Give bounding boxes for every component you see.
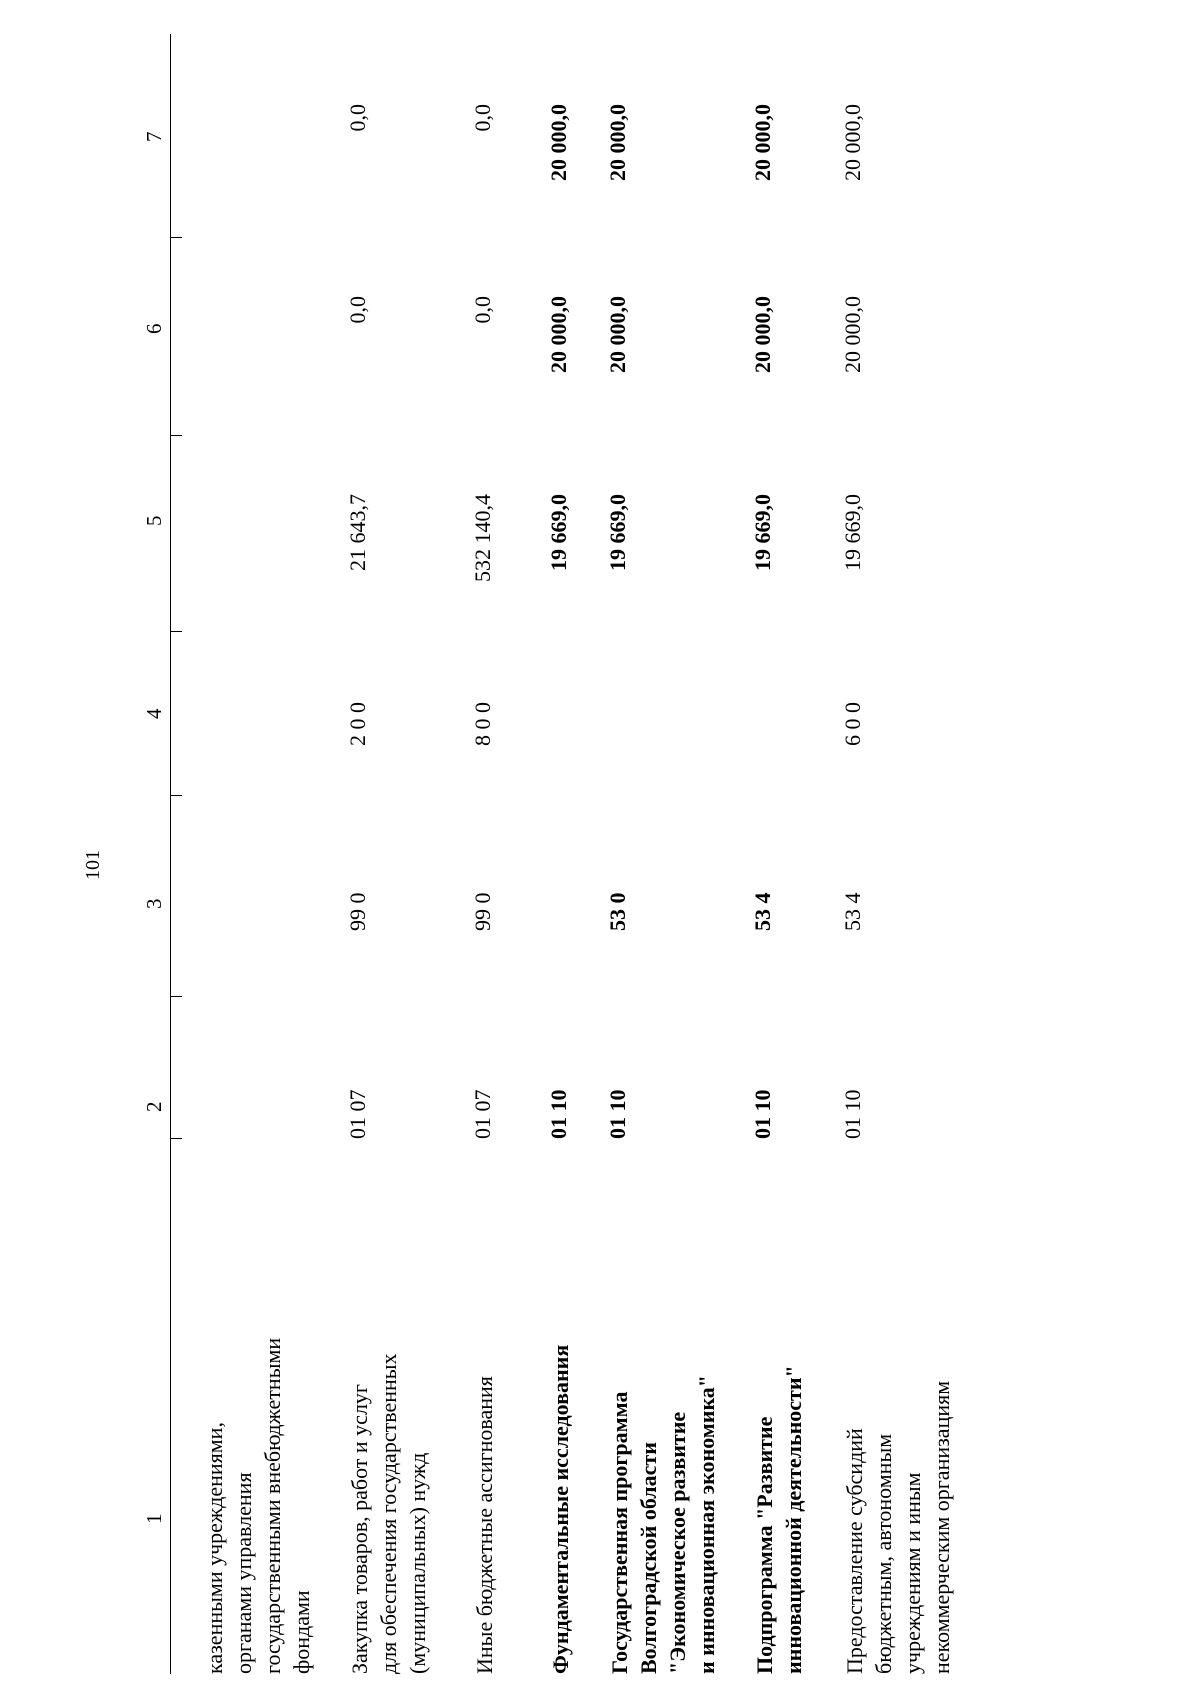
column-divider (170, 795, 182, 796)
row-name-line: Волгоградской области (636, 1442, 661, 1674)
cell-c7: 20 000,0 (750, 104, 775, 181)
column-divider (170, 435, 182, 436)
row-name (345, 1174, 432, 1674)
cell-c3: 53 4 (750, 892, 775, 931)
column-divider (170, 1138, 182, 1139)
row-name-line: Предоставление субсидий (842, 1428, 867, 1674)
row-name-line: органами управления (231, 1472, 256, 1674)
cell-c2: 01 10 (750, 1089, 775, 1139)
cell-c2: 01 10 (840, 1089, 865, 1139)
cell-c4: 8 0 0 (470, 702, 495, 746)
header-col-3: 3 (142, 898, 166, 909)
row-name (605, 1174, 721, 1674)
cell-c3: 53 4 (840, 892, 865, 931)
row-name-line: Фундаментальные исследования (548, 1344, 573, 1674)
row-name-line: бюджетным, автономным (871, 1433, 896, 1674)
cell-c6: 0,0 (345, 296, 370, 324)
cell-c5: 532 140,4 (470, 494, 495, 582)
row-name (200, 1174, 316, 1674)
cell-c5: 19 669,0 (750, 494, 775, 571)
row-name-line: некоммерческим организациям (929, 1380, 954, 1674)
row-name-line: фондами (289, 1590, 314, 1674)
cell-c6: 20 000,0 (750, 296, 775, 373)
cell-c6: 0,0 (470, 296, 495, 324)
cell-c2: 01 10 (546, 1089, 571, 1139)
header-col-7: 7 (142, 131, 166, 142)
row-name-line: и инновационная экономика" (694, 1374, 719, 1674)
cell-c3: 53 0 (605, 892, 630, 931)
row-name (750, 1174, 808, 1674)
row-name-line: Иные бюджетные ассигнования (472, 1376, 497, 1674)
cell-c5: 19 669,0 (840, 494, 865, 571)
column-divider (170, 631, 182, 632)
cell-c7: 20 000,0 (840, 104, 865, 181)
cell-c7: 20 000,0 (546, 104, 571, 181)
cell-c6: 20 000,0 (840, 296, 865, 373)
row-name-line: Государственная программа (607, 1391, 632, 1674)
column-divider (170, 237, 182, 238)
cell-c2: 01 07 (345, 1089, 370, 1139)
cell-c3: 99 0 (345, 892, 370, 931)
row-name (840, 1174, 956, 1674)
cell-c5: 19 669,0 (605, 494, 630, 571)
cell-c4: 2 0 0 (345, 702, 370, 746)
row-name-line: инновационной деятельности" (781, 1365, 806, 1674)
cell-c5: 21 643,7 (345, 494, 370, 571)
row-name-line: "Экономическое развитие (665, 1411, 690, 1674)
column-divider (170, 996, 182, 997)
row-name-line: казенными учреждениями, (202, 1422, 227, 1674)
row-name (546, 1174, 575, 1674)
row-name-line: Подпрограмма "Развитие (752, 1416, 777, 1674)
cell-c6: 20 000,0 (605, 296, 630, 373)
cell-c5: 19 669,0 (546, 494, 571, 571)
cell-c2: 01 07 (470, 1089, 495, 1139)
header-col-6: 6 (142, 323, 166, 334)
table-header-rule (170, 34, 171, 1674)
row-name-line: для обеспечения государственных (376, 1353, 401, 1674)
row-name-line: учреждениям и иным (900, 1472, 925, 1674)
cell-c3: 99 0 (470, 892, 495, 931)
cell-c7: 20 000,0 (605, 104, 630, 181)
cell-c7: 0,0 (345, 104, 370, 132)
cell-c7: 0,0 (470, 104, 495, 132)
page-number: 101 (82, 850, 104, 880)
row-name (470, 1174, 499, 1674)
row-name-line: Закупка товаров, работ и услуг (347, 1384, 372, 1674)
header-col-4: 4 (142, 708, 166, 719)
header-col-1: 1 (142, 1513, 166, 1524)
header-col-2: 2 (142, 1101, 166, 1112)
row-name-line: государственными внебюджетными (260, 1337, 285, 1674)
cell-c6: 20 000,0 (546, 296, 571, 373)
cell-c4: 6 0 0 (840, 702, 865, 746)
cell-c2: 01 10 (605, 1089, 630, 1139)
header-col-5: 5 (142, 515, 166, 526)
row-name-line: (муниципальных) нужд (405, 1452, 430, 1674)
